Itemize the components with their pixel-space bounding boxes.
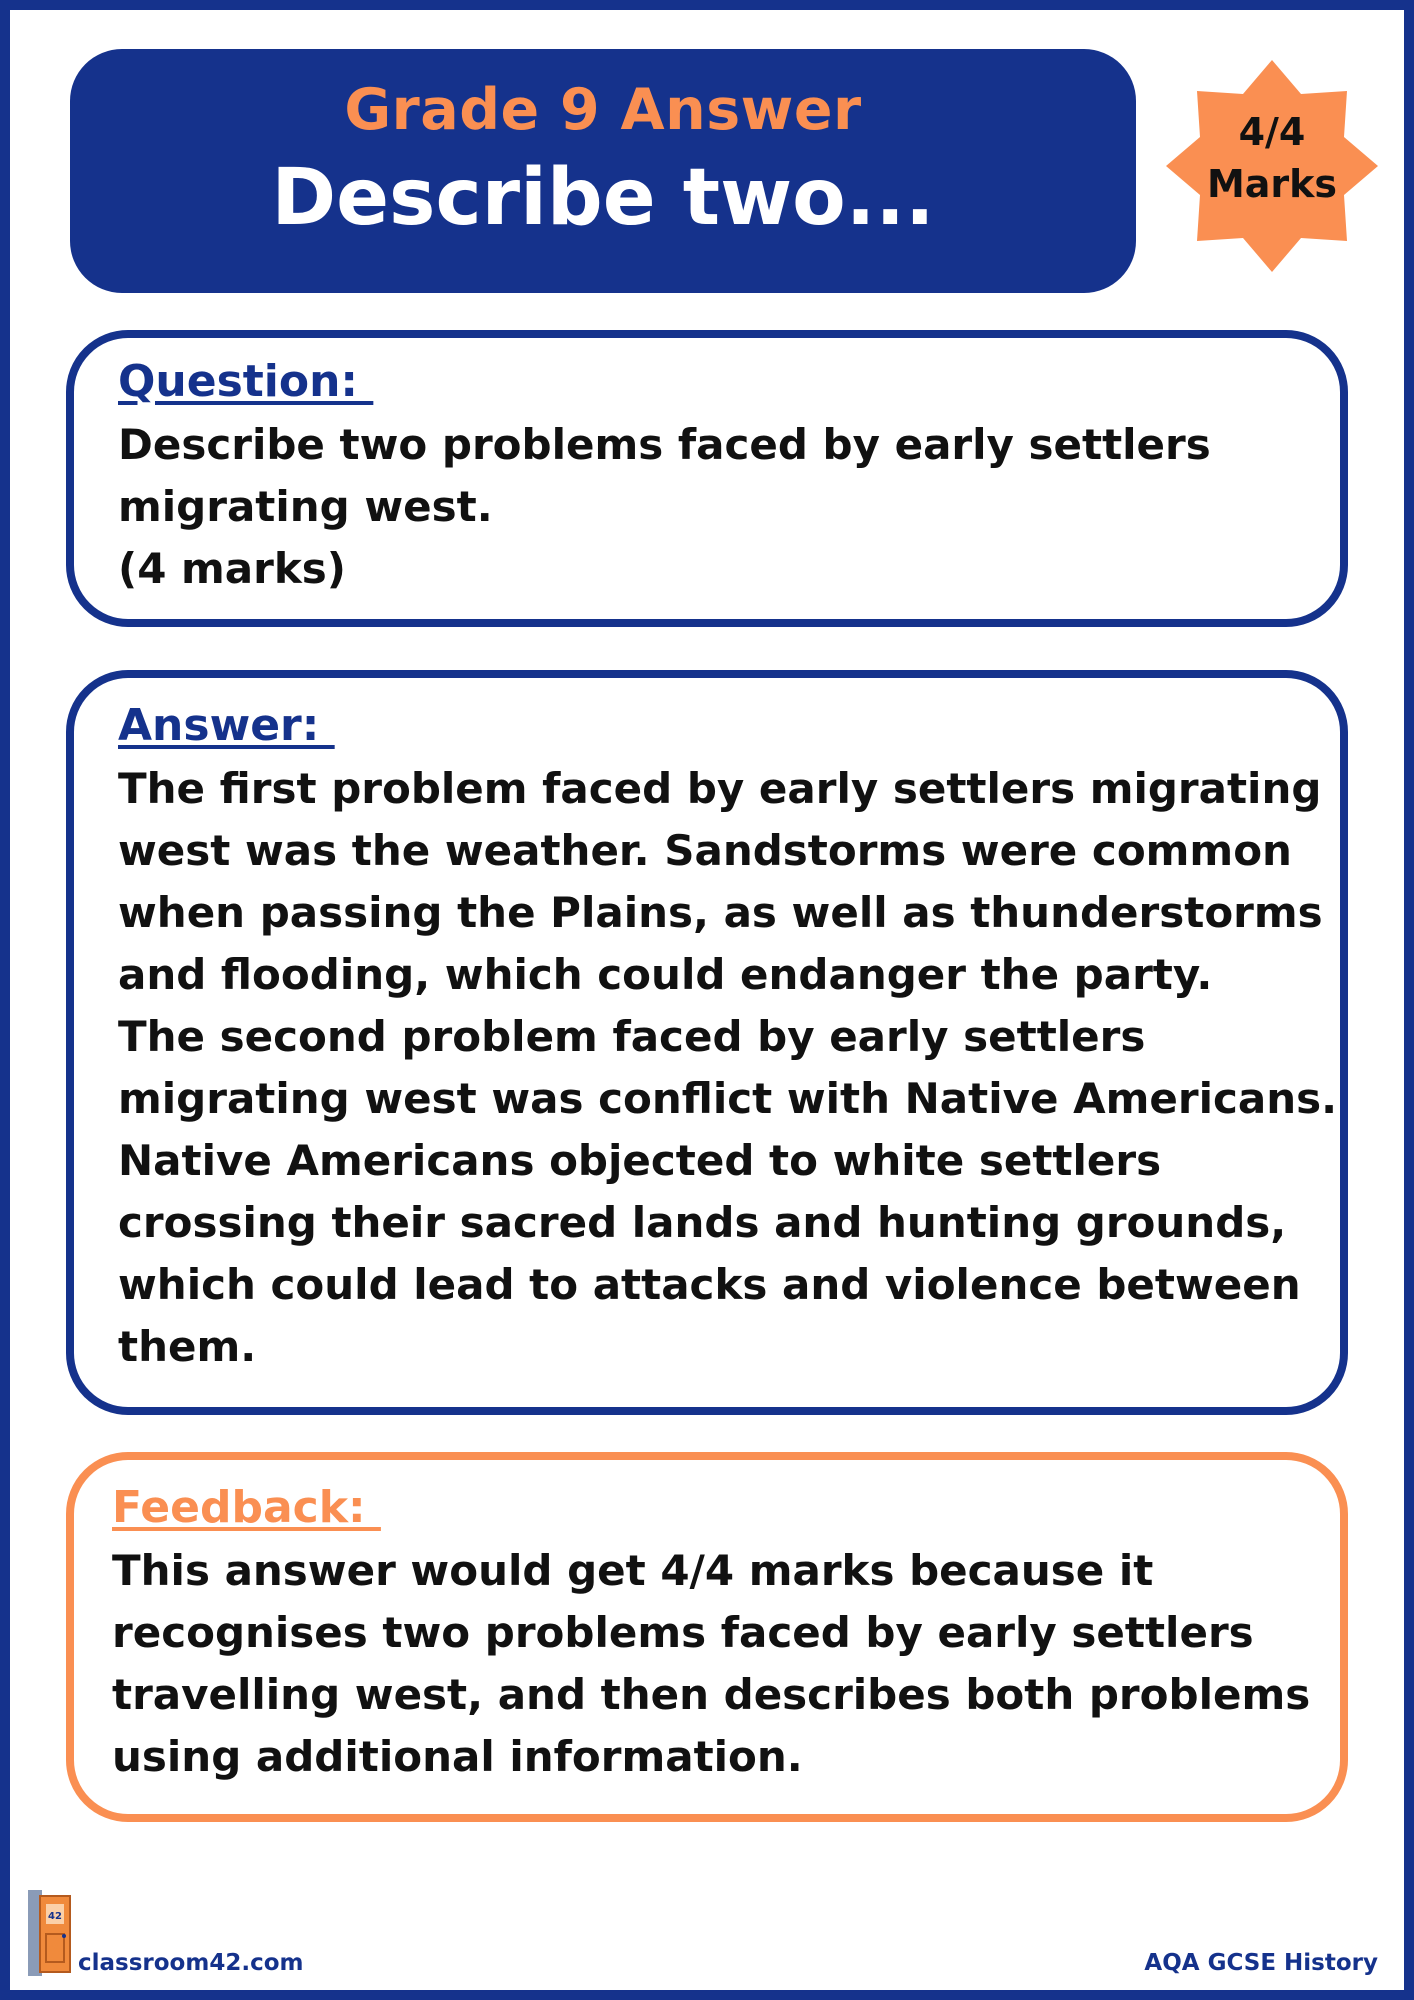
- feedback-line: using additional information.: [112, 1732, 803, 1781]
- feedback-line: recognises two problems faced by early settlers: [112, 1608, 1254, 1657]
- grade-label: Grade 9 Answer: [344, 77, 862, 143]
- answer-line: which could lead to attacks and violence between: [118, 1260, 1301, 1309]
- site-link[interactable]: classroom42.com: [78, 1950, 304, 1976]
- answer-line: them.: [118, 1322, 257, 1371]
- logo-text: 42: [48, 1911, 62, 1922]
- answer-line: The first problem faced by early settlers migrating: [118, 764, 1322, 813]
- feedback-heading: Feedback:: [112, 1482, 381, 1533]
- feedback-line: travelling west, and then describes both problems: [112, 1670, 1311, 1719]
- door-icon: [26, 1886, 74, 1978]
- footer-subject: AQA GCSE History: [1144, 1950, 1378, 1976]
- answer-line: when passing the Plains, as well as thunderstorms: [118, 888, 1323, 937]
- answer-card: [66, 670, 1348, 1415]
- marks-score: 4/4: [1238, 110, 1306, 154]
- question-line: Describe two problems faced by early settlers: [118, 420, 1211, 469]
- question-line: (4 marks): [118, 544, 346, 593]
- answer-line: Native Americans objected to white settlers: [118, 1136, 1162, 1185]
- answer-line: The second problem faced by early settlers: [118, 1012, 1146, 1061]
- title-banner: [70, 49, 1136, 293]
- feedback-card: [66, 1452, 1348, 1822]
- feedback-text: [112, 1540, 1312, 1788]
- answer-text: [118, 758, 1338, 1378]
- answer-line: migrating west was conflict with Native Americans.: [118, 1074, 1338, 1123]
- feedback-line: This answer would get 4/4 marks because it: [112, 1546, 1154, 1595]
- question-heading: Question:: [118, 356, 374, 407]
- question-text: [118, 414, 1318, 600]
- answer-line: and flooding, which could endanger the party.: [118, 950, 1213, 999]
- question-card: [66, 330, 1348, 627]
- page-title: Describe two...: [271, 153, 935, 243]
- answer-line: crossing their sacred lands and hunting grounds,: [118, 1198, 1287, 1247]
- marks-label: Marks: [1206, 162, 1338, 206]
- question-line: migrating west.: [118, 482, 493, 531]
- marks-badge: [1166, 60, 1378, 272]
- answer-heading: Answer:: [118, 700, 335, 751]
- answer-line: west was the weather. Sandstorms were common: [118, 826, 1292, 875]
